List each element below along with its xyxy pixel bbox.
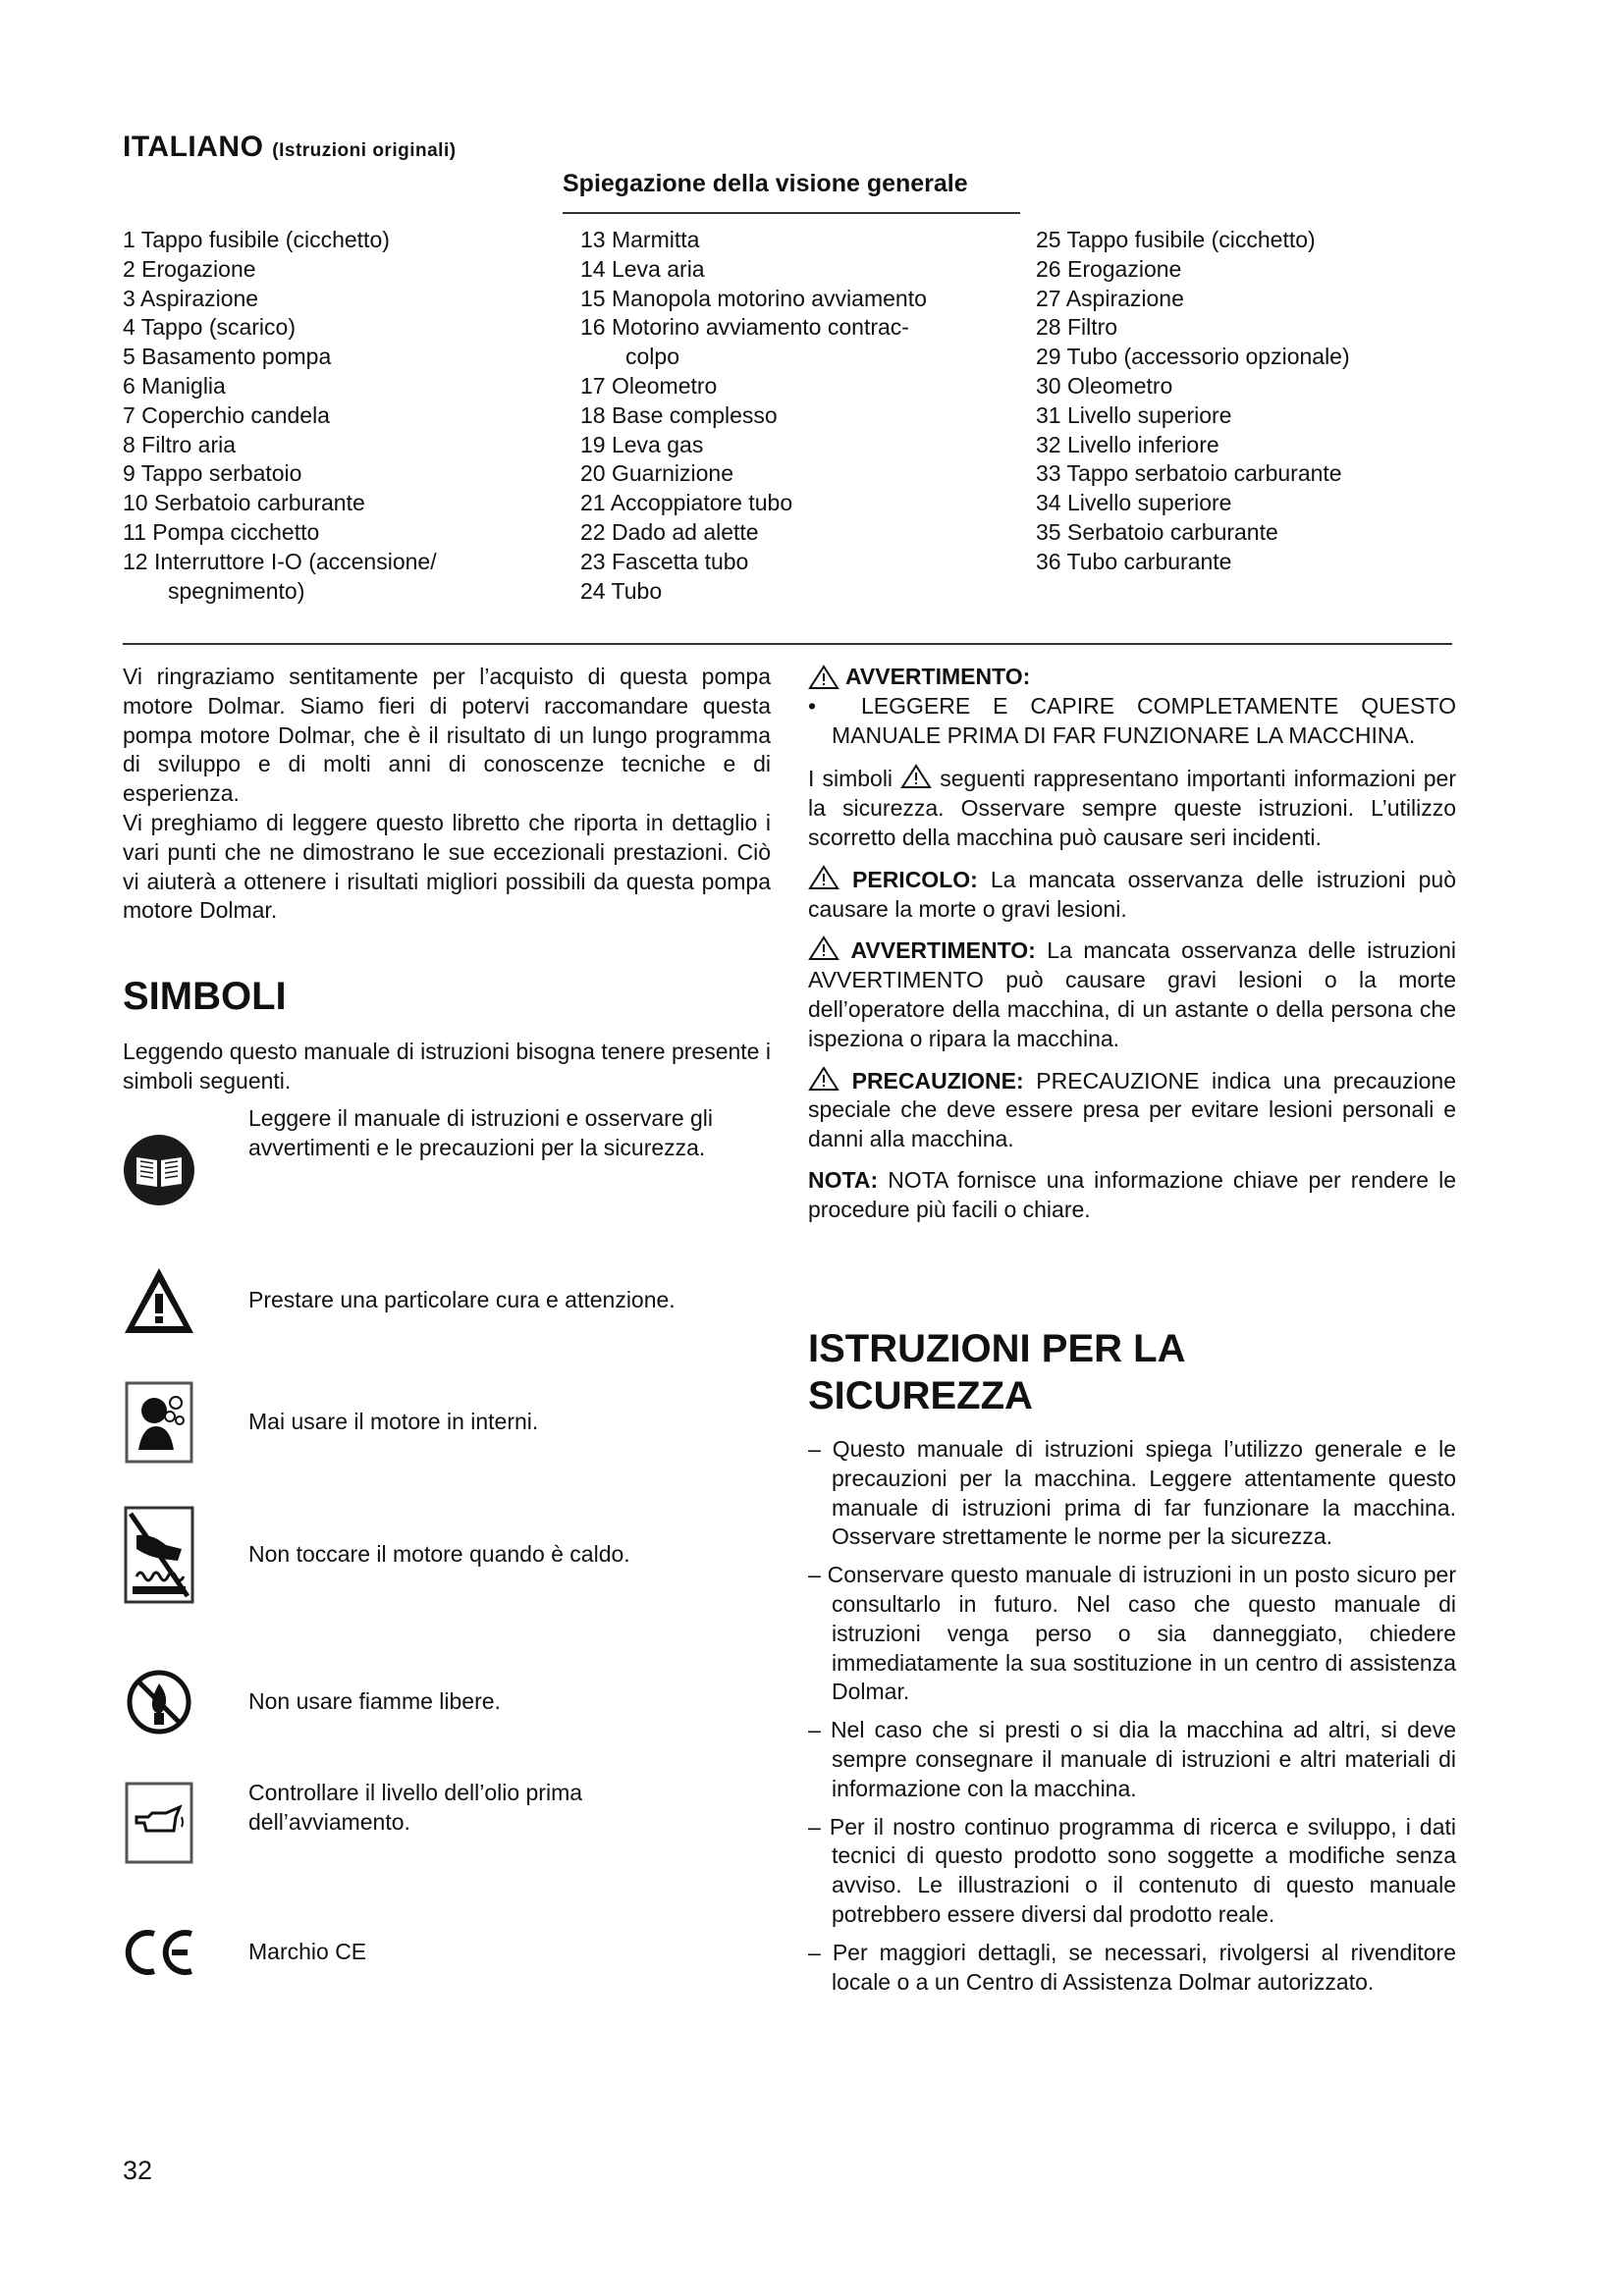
list-item: – Per maggiori dettagli, se necessari, rivolgersi al rivenditore locale o a un Centro di Assistenza Dolmar autorizzato. bbox=[808, 1939, 1456, 1995]
pericolo-text: La mancata osservanza delle istruzioni può causare la morte o gravi lesioni. bbox=[808, 866, 1457, 922]
overview-item: 17 Oleometro bbox=[580, 372, 718, 399]
warning-triangle-icon bbox=[808, 935, 839, 961]
overview-item: 13 Marmitta bbox=[580, 227, 700, 252]
overview-item: 36 Tubo carburante bbox=[1036, 548, 1232, 574]
sicurezza-heading-line1: ISTRUZIONI PER LA bbox=[808, 1327, 1186, 1370]
overview-column-2 bbox=[580, 226, 927, 606]
overview-underline bbox=[563, 212, 1020, 214]
symbol-row bbox=[123, 1780, 583, 1859]
precauzione-text: PRECAUZIONE indica una precauzione speciale che deve essere presa per evitare lesioni personali e danni alla macchina. bbox=[808, 1067, 1456, 1152]
no-indoor-use-icon bbox=[123, 1386, 195, 1459]
precauzione-paragraph bbox=[808, 1066, 1456, 1154]
symbol-row bbox=[123, 1264, 676, 1337]
overview-item: 27 Aspirazione bbox=[1036, 285, 1184, 311]
symbol-row bbox=[123, 1666, 501, 1738]
nota-text: NOTA fornisce una informazione chiave per rendere le procedure più facili o chiare. bbox=[808, 1166, 1456, 1222]
symbol-row bbox=[123, 1386, 539, 1459]
overview-item: 15 Manopola motorino avviamento bbox=[580, 285, 927, 311]
ce-mark-icon bbox=[123, 1916, 195, 1989]
overview-item: 6 Maniglia bbox=[123, 372, 226, 399]
overview-item: 25 Tappo fusibile (cicchetto) bbox=[1036, 227, 1316, 252]
symbol-text: Non usare fiamme libere. bbox=[248, 1688, 501, 1714]
hot-surface-icon bbox=[123, 1519, 195, 1591]
avvertimento-heading bbox=[808, 663, 1456, 692]
overview-item: 2 Erogazione bbox=[123, 255, 256, 282]
overview-item: 32 Livello inferiore bbox=[1036, 431, 1219, 457]
overview-item: 33 Tappo serbatoio carburante bbox=[1036, 460, 1342, 487]
overview-item: 21 Accoppiatore tubo bbox=[580, 490, 793, 516]
symbol-row bbox=[123, 1519, 630, 1591]
overview-item: 8 Filtro aria bbox=[123, 431, 237, 457]
oil-level-icon bbox=[123, 1787, 195, 1859]
avvertimento-bullet: • LEGGERE E CAPIRE COMPLETAMENTE QUESTO MANUALE PRIMA DI FAR FUNZIONARE LA MACCHINA. bbox=[808, 692, 1456, 748]
symbol-text: Leggere il manuale di istruzioni e osservare gli avvertimenti e le precauzioni per la sicurezza. bbox=[248, 1105, 714, 1160]
overview-item: 19 Leva gas bbox=[580, 431, 704, 457]
overview-item: 10 Serbatoio carburante bbox=[123, 490, 365, 516]
warnings-section bbox=[808, 663, 1456, 1225]
overview-item: 3 Aspirazione bbox=[123, 285, 259, 311]
overview-item: 7 Coperchio candela bbox=[123, 401, 330, 428]
overview-item: 24 Tubo bbox=[580, 577, 663, 604]
manual-book-icon bbox=[123, 1134, 195, 1206]
symbol-row bbox=[123, 1916, 367, 1989]
language-heading bbox=[123, 131, 457, 164]
overview-item: 1 Tappo fusibile (cicchetto) bbox=[123, 227, 390, 252]
intro-text bbox=[123, 663, 771, 926]
overview-column-1 bbox=[123, 226, 437, 606]
symbols-explanation-post: seguenti rappresentano importanti informazioni per la sicurezza. Osservare sempre queste istruzioni. L’utilizzo scorretto della macchina può causare seri incidenti. bbox=[808, 766, 1457, 850]
symbol-text: Mai usare il motore in interni. bbox=[248, 1409, 539, 1434]
language-note: (Istruzioni originali) bbox=[272, 140, 457, 161]
pericolo-label: PERICOLO: bbox=[852, 866, 978, 892]
warning-triangle-icon bbox=[900, 764, 932, 789]
overview-item: 18 Base complesso bbox=[580, 401, 778, 428]
overview-item: 34 Livello superiore bbox=[1036, 490, 1232, 516]
overview-item: 22 Dado ad alette bbox=[580, 518, 759, 545]
sicurezza-heading-line2: SICUREZZA bbox=[808, 1374, 1033, 1417]
avvertimento2-label: AVVERTIMENTO: bbox=[850, 937, 1036, 964]
warning-triangle-icon bbox=[808, 665, 839, 690]
precauzione-label: PRECAUZIONE: bbox=[851, 1067, 1024, 1094]
simboli-heading: SIMBOLI bbox=[123, 975, 287, 1018]
overview-item: 12 Interruttore I-O (accensione/ bbox=[123, 548, 437, 574]
section-divider bbox=[123, 643, 1452, 645]
overview-item: 29 Tubo (accessorio opzionale) bbox=[1036, 344, 1350, 370]
overview-item: 4 Tappo (scarico) bbox=[123, 314, 296, 341]
warning-triangle-icon bbox=[123, 1264, 195, 1337]
no-open-flame-icon bbox=[123, 1666, 195, 1738]
nota-paragraph bbox=[808, 1166, 1456, 1225]
intro-paragraph-1: Vi ringraziamo sentitamente per l’acquisto di questa pompa motore Dolmar. Siamo fieri di potervi raccomandare questa pompa motore Dolmar, che è il risultato di un lungo programma di sviluppo e di molti anni di conoscenze tecniche e di esperienza. bbox=[123, 664, 771, 807]
overview-item: 9 Tappo serbatoio bbox=[123, 460, 302, 487]
list-item: – Nel caso che si presti o si dia la macchina ad altri, si deve sempre consegnare il manuale di istruzioni e altri materiali di informazione con la macchina. bbox=[808, 1717, 1456, 1801]
overview-column-3 bbox=[1036, 226, 1350, 577]
warning-triangle-icon bbox=[808, 865, 839, 890]
symbol-text: Non toccare il motore quando è caldo. bbox=[248, 1541, 630, 1567]
avvertimento2-text: La mancata osservanza delle istruzioni AVVERTIMENTO può causare gravi lesioni o la morte dell’operatore della macchina, di un astante o della persona che ispeziona o ripara la macchina. bbox=[808, 937, 1457, 1051]
overview-title: Spiegazione della visione generale bbox=[563, 170, 968, 197]
sicurezza-heading bbox=[808, 1325, 1185, 1419]
symbol-text: Marchio CE bbox=[248, 1939, 367, 1964]
list-item: – Questo manuale di istruzioni spiega l’utilizzo generale e le precauzioni per la macchina. Leggere attentamente questo manuale di istruzioni prima di far funzionare la macchina. Osservare strettamente le norme per la sicurezza. bbox=[808, 1436, 1456, 1550]
symbol-text: Prestare una particolare cura e attenzione. bbox=[248, 1287, 676, 1312]
symbols-explanation-pre: I simboli bbox=[808, 766, 893, 792]
overview-item: 30 Oleometro bbox=[1036, 372, 1173, 399]
overview-item: 23 Fascetta tubo bbox=[580, 548, 749, 574]
language-label: ITALIANO bbox=[123, 131, 264, 163]
overview-item: 35 Serbatoio carburante bbox=[1036, 518, 1278, 545]
overview-item: 28 Filtro bbox=[1036, 314, 1118, 341]
overview-item: 11 Pompa cicchetto bbox=[123, 518, 320, 545]
overview-item: 16 Motorino avviamento contrac- bbox=[580, 314, 909, 341]
overview-item: 14 Leva aria bbox=[580, 255, 705, 282]
list-item: – Conservare questo manuale di istruzioni in un posto sicuro per consultarlo in futuro. Nel caso che questo manuale di istruzioni venga perso o sia danneggiato, chiedere immediatamente la sua sostituzione in un centro di assistenza Dolmar. bbox=[808, 1562, 1456, 1705]
avvertimento-bullet-text: LEGGERE E CAPIRE COMPLETAMENTE QUESTO MANUALE PRIMA DI FAR FUNZIONARE LA MACCHINA. bbox=[832, 692, 1456, 748]
overview-item-continuation: spegnimento) bbox=[168, 577, 305, 604]
simboli-intro: Leggendo questo manuale di istruzioni bisogna tenere presente i simboli seguenti. bbox=[123, 1039, 771, 1094]
nota-label: NOTA: bbox=[808, 1166, 879, 1193]
pericolo-paragraph bbox=[808, 865, 1456, 925]
overview-item: 20 Guarnizione bbox=[580, 460, 733, 487]
overview-item: 31 Livello superiore bbox=[1036, 401, 1232, 428]
list-item: – Per il nostro continuo programma di ricerca e sviluppo, i dati tecnici di questo prodotto sono soggette a modifiche senza avviso. Le illustrazioni o il contenuto di questo manuale potrebbero essere diversi dal prodotto reale. bbox=[808, 1813, 1456, 1927]
overview-item-continuation: colpo bbox=[625, 344, 679, 370]
avvertimento2-paragraph bbox=[808, 935, 1456, 1053]
page-number: 32 bbox=[123, 2156, 153, 2185]
warning-triangle-icon bbox=[808, 1066, 839, 1092]
overview-item: 5 Basamento pompa bbox=[123, 344, 332, 370]
sicurezza-list bbox=[808, 1435, 1456, 2005]
overview-item: 26 Erogazione bbox=[1036, 255, 1182, 282]
symbol-row bbox=[123, 1105, 714, 1206]
intro-paragraph-2: Vi preghiamo di leggere questo libretto che riporta in dettaglio i vari punti che ne dimostrano le sue eccezionali prestazioni. Ciò vi aiuterà a ottenere i risultati migliori possibili da questa pompa motore Dolmar. bbox=[123, 809, 771, 924]
avvertimento-label: AVVERTIMENTO: bbox=[845, 664, 1031, 689]
symbol-text: Controllare il livello dell’olio prima dell’avviamento. bbox=[248, 1780, 583, 1835]
symbols-explanation bbox=[808, 764, 1456, 852]
